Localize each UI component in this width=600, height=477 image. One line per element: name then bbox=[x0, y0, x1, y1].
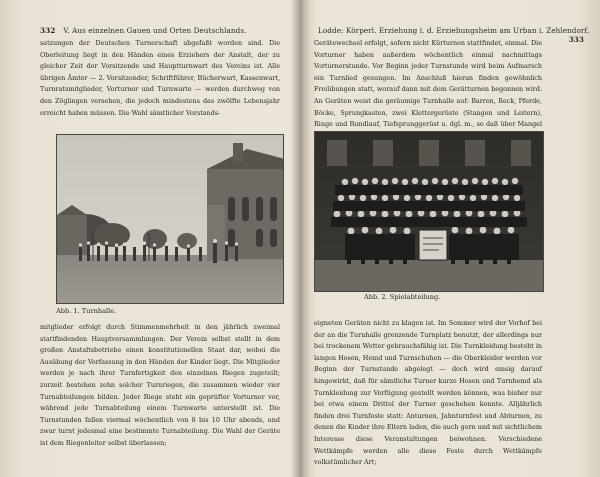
figure-2-caption: Abb. 2. Spielabteilung. bbox=[364, 293, 441, 301]
right-page-number: 333 bbox=[568, 35, 584, 44]
left-paragraph-bottom: mitglieder erfolgt durch Stimmenmehrheit in den jährlich zweimal stattfindenden Hauptversammlungen. Der Verein selbst stellt in dem großen Anstaltsbetriebe einen konstitutionellen Staat dar, wobei die Ausübung der Verfassung in den Händen der Kinder liegt. Die Mitglieder werden je nach ihrer Turnfertigkeit den einzelnen Riegen zugeteilt; zurzeit bestehen zehn solcher Turnriegen, die zusammen wieder vier Turnabteilungen bilden. Jeder Riege steht ein geprüfter Vorturner vor, während jede Turnabteilung einem Turnwarte unterstellt ist. Die Turnstunden fallen viermal wöchentlich von 8 bis 10 Uhr abends, und zwar turnt jedesmal eine bestimmte Turnabteilung. Die Wahl der Geräte ist dem Riegenleiter selbst überlassen; bbox=[40, 323, 280, 447]
figure-turnhalle bbox=[56, 134, 284, 315]
left-running-head bbox=[40, 26, 288, 35]
figure-spielabteilung bbox=[314, 131, 544, 301]
left-paragraph-top: satzungen der Deutschen Turnerschaft abgefaßt worden sind. Die Oberleitung liegt in den Händen eines Erziehers der Anstalt, der zu gleicher Zeit der Vorsitzende und Hauptturnwart des Vereins ist. Alle übrigen Ämter — 2. Vorsitzender, Schriftführer, Bücherwart, Kassenwart, Turnratsmitglieder, Vorturner und Turnwarte — werden durchweg von den Zöglingen versehen, die jedoch mindestens das zwölfte Lebensjahr erreicht haben müssen. Die Wahl sämtlicher Vorstands- bbox=[40, 39, 280, 117]
spielabteilung-photo bbox=[314, 131, 544, 292]
right-page bbox=[302, 0, 600, 477]
left-page bbox=[0, 0, 298, 477]
figure-1-caption: Abb. 1. Turnhalle. bbox=[56, 307, 117, 315]
right-paragraph-bottom: eigneten Geräten nicht zu klagen ist. Im Sommer wird der Vorhof bei der an die Turnhalle grenzende Turnplatz benutzt, der allerdings nur bei trockenem Wetter gebrauchsfähig ist. Die Turnkleidung besteht in langen Hosen, Hemd und Turnschuhen — die Oberkleider werden vor Beginn der Turnstunde abgelegt — doch wird emsig darauf hingewirkt, daß für sämtliche Turner kurze Hosen und Turnhemd als Turnkleidung zur Verfügung gestellt werden können, was bisher nur bei etwa einem Drittel der Turner geschehen konnte. Alljährlich finden drei Turnfeste statt: Anturnen, Jahnturnfest und Abturnen, zu denen die Kinder ihre Eltern laden, die auch gern und mit sichtlichem Interesse diese Veranstaltungen beiwohnen. Verschiedene Wettkämpfe werden alle diese Feste durch Wettkämpfe volkstümlicher Art; bbox=[314, 319, 542, 467]
left-running-head-title: V. Aus einzelnen Gauen und Orten Deutschlands. bbox=[63, 26, 247, 35]
left-page-number: 332 bbox=[40, 26, 56, 35]
turnhalle-photo bbox=[56, 134, 284, 304]
right-running-head-title: Lodde: Körperl. Erziehung i. d. Erziehungsheim am Urban i. Zehlendorf. bbox=[318, 26, 590, 35]
right-paragraph-top: Gerätewechsel erfolgt, sofern nicht Kürturnen stattfindet, einmal. Die Vorturner haben außerdem wöchentlich einmal nachmittags Vorturnerstunde. Vor Beginn jeder Turnstunde wird beim Aufmarsch ein Turnlied gesungen. Im Anschluß hieran finden gewöhnlich Freiübungen statt, worauf dann mit dem Gerätturnen begonnen wird. An Geräten weist die geräumige Turnhalle auf: Barren, Reck, Pferde, Böcke, Sprungkasten, zwei Klettergerüste (Stangen und Leitern), Ringe und Rundlauf, Tiefsprunggerüst u. dgl. m., so daß über Mangel bbox=[314, 39, 542, 129]
